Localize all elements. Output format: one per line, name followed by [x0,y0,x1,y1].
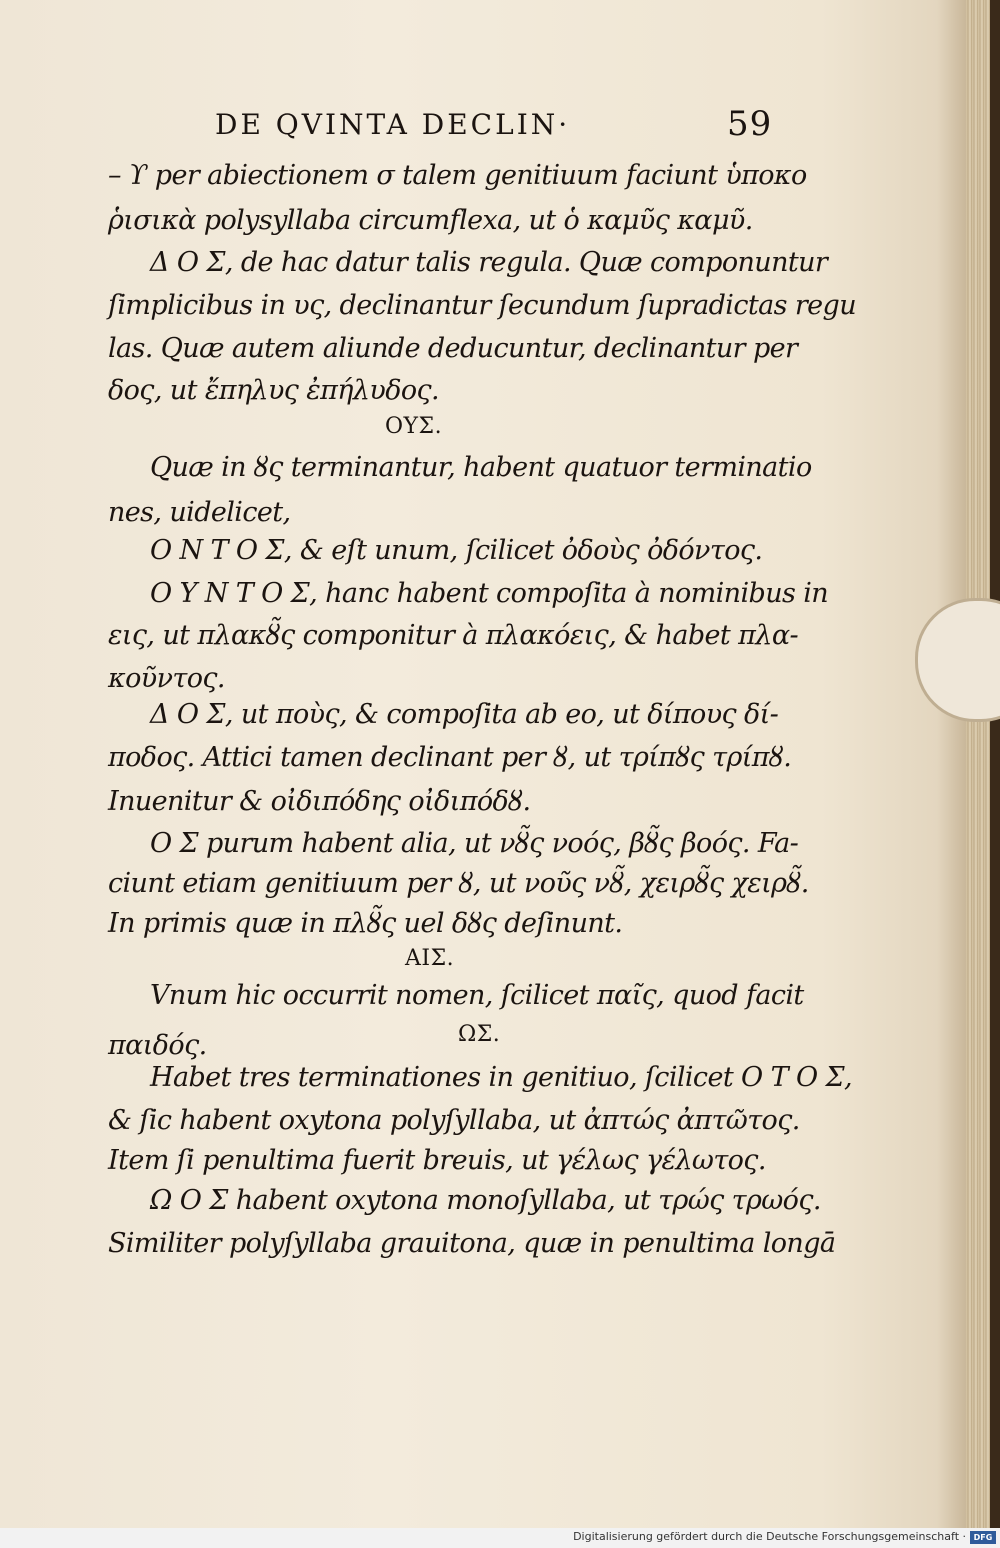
section-heading: ΩΣ. [458,1022,501,1047]
text-line: εις, ut πλακȣ̃ς componitur à πλακόεις, & habet πλα- [108,620,798,651]
text-line: ſimplicibus in υς, declinantur ſecundum ſupradictas regu [108,290,857,321]
book-cover-edge [990,0,1000,1528]
text-line: ciunt etiam genitiuum per ȣ, ut νοῦς νȣ̃, χειρȣ̃ς χειρȣ̃. [108,868,809,899]
text-line: Ο Σ purum habent alia, ut νȣ̃ς νοός, βȣ̃ς βοός. Fa- [150,828,799,859]
dfg-logo-icon: DFG [970,1531,996,1544]
text-line: & ſic habent oxytona polyſyllaba, ut ἀπτώς ἀπτῶτος. [108,1105,800,1136]
section-heading: ΑΙΣ. [405,946,455,971]
text-line: – ϒ per abiectionem σ talem genitiuum faciunt ὑποκο [108,160,807,191]
running-title: DE QVINTA DECLIN· [215,108,571,141]
text-line: las. Quæ autem aliunde deducuntur, declinantur per [108,333,798,364]
footer-bar [0,1528,1000,1548]
text-line: Ο Υ Ν Τ Ο Σ, hanc habent compoſita à nominibus in [150,578,829,609]
text-line: κοῦντος. [108,663,225,694]
text-line: Habet tres terminationes in genitiuo, ſcilicet Ο Τ Ο Σ, [150,1062,852,1093]
text-line: Δ Ο Σ, ut ποὺς, & compoſita ab eo, ut δίπους δί- [150,699,779,730]
text-line: παιδός. [108,1030,207,1061]
section-heading: ΟΥΣ. [385,414,443,439]
text-line: δος, ut ἔπηλυς ἐπήλυδος. [108,375,440,406]
text-line: Ο Ν Τ Ο Σ, & eſt unum, ſcilicet ὀδοὺς ὀδόντος. [150,535,763,566]
page-number: 59 [727,104,773,144]
text-line: In primis quæ in πλȣ̃ς uel δȣς deſinunt. [108,908,623,939]
text-line: Similiter polyſyllaba grauitona, quæ in penultima longā [108,1228,836,1259]
text-line: Quæ in ȣς terminantur, habent quatuor terminatio [150,452,812,483]
text-line: Inuenitur & οἰδιπόδης οἰδιπόδȣ. [108,786,531,817]
text-line: Vnum hic occurrit nomen, ſcilicet παῖς, quod facit [150,980,804,1011]
text-line: Ω Ο Σ habent oxytona monoſyllaba, ut τρώς τρωός. [150,1185,821,1216]
text-line: nes, uidelicet, [108,497,291,528]
text-line: Item ſi penultima fuerit breuis, ut γέλως γέλωτος. [108,1145,766,1176]
funding-credit: Digitalisierung gefördert durch die Deutsche Forschungsgemeinschaft · [573,1530,966,1543]
text-line: ποδος. Attici tamen declinant per ȣ, ut τρίπȣς τρίπȣ. [108,742,792,773]
text-line: ῥισικὰ polysyllaba circumflexa, ut ὁ καμῦς καμῦ. [108,205,753,236]
text-line: Δ Ο Σ, de hac datur talis regula. Quæ componuntur [150,247,828,278]
